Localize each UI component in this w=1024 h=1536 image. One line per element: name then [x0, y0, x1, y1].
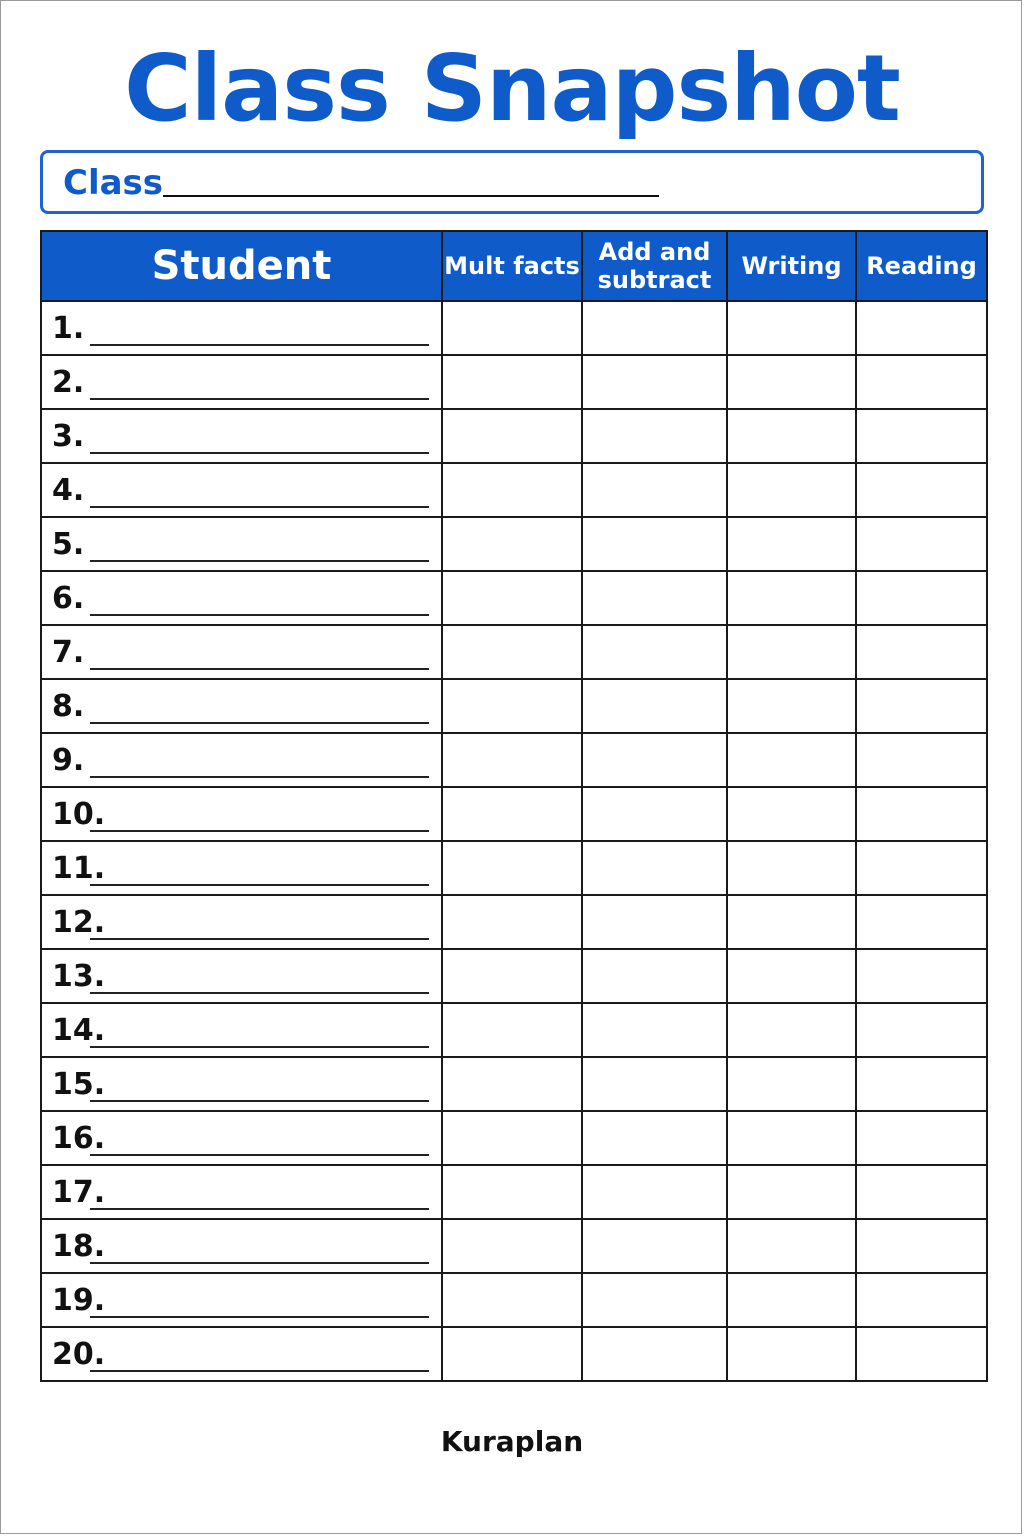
reading-cell[interactable]: [856, 355, 987, 409]
table-row: [41, 1111, 987, 1165]
table-row: [41, 1327, 987, 1381]
table-row: [41, 1057, 987, 1111]
writing-cell[interactable]: [727, 1111, 856, 1165]
snapshot-table: [40, 230, 988, 1382]
table-body: [41, 301, 987, 1381]
add-subtract-cell[interactable]: [582, 895, 727, 949]
student-cell[interactable]: [41, 895, 442, 949]
add-subtract-cell[interactable]: [582, 841, 727, 895]
reading-cell[interactable]: [856, 679, 987, 733]
mult-facts-cell[interactable]: [442, 1111, 582, 1165]
row-number: 1.: [52, 311, 85, 346]
table-row: [41, 1273, 987, 1327]
writing-cell[interactable]: [727, 787, 856, 841]
class-label: Class: [63, 163, 164, 203]
student-name-line[interactable]: [90, 884, 429, 886]
row-number: 13.: [52, 959, 106, 994]
class-input-line[interactable]: [163, 195, 659, 197]
add-subtract-cell[interactable]: [582, 463, 727, 517]
writing-cell[interactable]: [727, 463, 856, 517]
row-number: 5.: [52, 527, 85, 562]
student-name-line[interactable]: [90, 1100, 429, 1102]
student-cell[interactable]: [41, 841, 442, 895]
add-subtract-cell[interactable]: [582, 733, 727, 787]
student-name-line[interactable]: [90, 614, 429, 616]
student-name-line[interactable]: [90, 722, 429, 724]
header-add-subtract-line1: Add and: [598, 238, 711, 266]
row-number: 8.: [52, 689, 85, 724]
writing-cell[interactable]: [727, 517, 856, 571]
student-name-line[interactable]: [90, 398, 429, 400]
reading-cell[interactable]: [856, 733, 987, 787]
student-cell[interactable]: [41, 949, 442, 1003]
student-name-line[interactable]: [90, 1262, 429, 1264]
writing-cell[interactable]: [727, 1273, 856, 1327]
student-cell[interactable]: [41, 625, 442, 679]
table-row: [41, 1003, 987, 1057]
reading-cell[interactable]: [856, 625, 987, 679]
add-subtract-cell[interactable]: [582, 949, 727, 1003]
add-subtract-cell[interactable]: [582, 1111, 727, 1165]
student-cell[interactable]: [41, 1165, 442, 1219]
student-cell[interactable]: [41, 679, 442, 733]
mult-facts-cell[interactable]: [442, 409, 582, 463]
header-writing: Writing: [727, 231, 856, 301]
writing-cell[interactable]: [727, 733, 856, 787]
writing-cell[interactable]: [727, 841, 856, 895]
header-row: [41, 231, 987, 301]
table-row: [41, 625, 987, 679]
table-row: [41, 895, 987, 949]
student-name-line[interactable]: [90, 668, 429, 670]
reading-cell[interactable]: [856, 895, 987, 949]
table-row: [41, 949, 987, 1003]
writing-cell[interactable]: [727, 571, 856, 625]
reading-cell[interactable]: [856, 301, 987, 355]
mult-facts-cell[interactable]: [442, 1219, 582, 1273]
mult-facts-cell[interactable]: [442, 949, 582, 1003]
student-cell[interactable]: [41, 1219, 442, 1273]
reading-cell[interactable]: [856, 1219, 987, 1273]
mult-facts-cell[interactable]: [442, 841, 582, 895]
reading-cell[interactable]: [856, 571, 987, 625]
table-row: [41, 1219, 987, 1273]
add-subtract-cell[interactable]: [582, 787, 727, 841]
mult-facts-cell[interactable]: [442, 1003, 582, 1057]
student-cell[interactable]: [41, 1327, 442, 1381]
reading-cell[interactable]: [856, 463, 987, 517]
row-number: 20.: [52, 1337, 106, 1372]
row-number: 14.: [52, 1013, 106, 1048]
add-subtract-cell[interactable]: [582, 679, 727, 733]
table-row: [41, 841, 987, 895]
table-row: [41, 409, 987, 463]
student-cell[interactable]: [41, 571, 442, 625]
student-cell[interactable]: [41, 733, 442, 787]
class-field-box: [40, 150, 984, 214]
add-subtract-cell[interactable]: [582, 1003, 727, 1057]
row-number: 15.: [52, 1067, 106, 1102]
student-name-line[interactable]: [90, 560, 429, 562]
mult-facts-cell[interactable]: [442, 517, 582, 571]
student-name-line[interactable]: [90, 938, 429, 940]
writing-cell[interactable]: [727, 355, 856, 409]
row-number: 9.: [52, 743, 85, 778]
mult-facts-cell[interactable]: [442, 733, 582, 787]
student-name-line[interactable]: [90, 830, 429, 832]
reading-cell[interactable]: [856, 1273, 987, 1327]
mult-facts-cell[interactable]: [442, 787, 582, 841]
mult-facts-cell[interactable]: [442, 1273, 582, 1327]
student-cell[interactable]: [41, 517, 442, 571]
mult-facts-cell[interactable]: [442, 301, 582, 355]
row-number: 2.: [52, 365, 85, 400]
writing-cell[interactable]: [727, 949, 856, 1003]
table-row: [41, 571, 987, 625]
mult-facts-cell[interactable]: [442, 679, 582, 733]
student-name-line[interactable]: [90, 1208, 429, 1210]
add-subtract-cell[interactable]: [582, 1273, 727, 1327]
writing-cell[interactable]: [727, 625, 856, 679]
table-row: [41, 517, 987, 571]
add-subtract-cell[interactable]: [582, 625, 727, 679]
student-cell[interactable]: [41, 1111, 442, 1165]
student-name-line[interactable]: [90, 776, 429, 778]
row-number: 18.: [52, 1229, 106, 1264]
mult-facts-cell[interactable]: [442, 1057, 582, 1111]
header-reading: Reading: [856, 231, 987, 301]
add-subtract-cell[interactable]: [582, 409, 727, 463]
mult-facts-cell[interactable]: [442, 463, 582, 517]
student-name-line[interactable]: [90, 1370, 429, 1372]
writing-cell[interactable]: [727, 895, 856, 949]
student-name-line[interactable]: [90, 1046, 429, 1048]
mult-facts-cell[interactable]: [442, 1327, 582, 1381]
writing-cell[interactable]: [727, 1327, 856, 1381]
reading-cell[interactable]: [856, 841, 987, 895]
add-subtract-cell[interactable]: [582, 1057, 727, 1111]
row-number: 12.: [52, 905, 106, 940]
writing-cell[interactable]: [727, 409, 856, 463]
row-number: 4.: [52, 473, 85, 508]
add-subtract-cell[interactable]: [582, 1165, 727, 1219]
header-student: Student: [41, 231, 442, 301]
student-cell[interactable]: [41, 463, 442, 517]
row-number: 3.: [52, 419, 85, 454]
student-cell[interactable]: [41, 787, 442, 841]
mult-facts-cell[interactable]: [442, 571, 582, 625]
add-subtract-cell[interactable]: [582, 1219, 727, 1273]
add-subtract-cell[interactable]: [582, 1327, 727, 1381]
add-subtract-cell[interactable]: [582, 301, 727, 355]
reading-cell[interactable]: [856, 949, 987, 1003]
reading-cell[interactable]: [856, 1327, 987, 1381]
footer-brand: Kuraplan: [440, 1425, 584, 1458]
student-name-line[interactable]: [90, 506, 429, 508]
reading-cell[interactable]: [856, 787, 987, 841]
student-name-line[interactable]: [90, 344, 429, 346]
header-add-subtract: [582, 231, 727, 301]
student-name-line[interactable]: [90, 1316, 429, 1318]
row-number: 11.: [52, 851, 106, 886]
student-name-line[interactable]: [90, 452, 429, 454]
writing-cell[interactable]: [727, 1003, 856, 1057]
mult-facts-cell[interactable]: [442, 625, 582, 679]
writing-cell[interactable]: [727, 1219, 856, 1273]
table-row: [41, 787, 987, 841]
mult-facts-cell[interactable]: [442, 1165, 582, 1219]
student-name-line[interactable]: [90, 1154, 429, 1156]
student-name-line[interactable]: [90, 992, 429, 994]
writing-cell[interactable]: [727, 1165, 856, 1219]
row-number: 16.: [52, 1121, 106, 1156]
reading-cell[interactable]: [856, 1003, 987, 1057]
add-subtract-cell[interactable]: [582, 355, 727, 409]
student-cell[interactable]: [41, 1273, 442, 1327]
table-row: [41, 1165, 987, 1219]
student-cell[interactable]: [41, 409, 442, 463]
add-subtract-cell[interactable]: [582, 571, 727, 625]
page-title: Class Snapshot: [124, 35, 900, 142]
student-cell[interactable]: [41, 1057, 442, 1111]
mult-facts-cell[interactable]: [442, 355, 582, 409]
row-number: 10.: [52, 797, 106, 832]
reading-cell[interactable]: [856, 1165, 987, 1219]
student-cell[interactable]: [41, 301, 442, 355]
writing-cell[interactable]: [727, 679, 856, 733]
add-subtract-cell[interactable]: [582, 517, 727, 571]
table-row: [41, 355, 987, 409]
mult-facts-cell[interactable]: [442, 895, 582, 949]
row-number: 19.: [52, 1283, 106, 1318]
header-mult-facts: Mult facts: [442, 231, 582, 301]
table-row: [41, 301, 987, 355]
header-add-subtract-line2: subtract: [597, 266, 712, 294]
reading-cell[interactable]: [856, 1057, 987, 1111]
row-number: 6.: [52, 581, 85, 616]
table-row: [41, 733, 987, 787]
reading-cell[interactable]: [856, 409, 987, 463]
writing-cell[interactable]: [727, 301, 856, 355]
reading-cell[interactable]: [856, 517, 987, 571]
row-number: 7.: [52, 635, 85, 670]
reading-cell[interactable]: [856, 1111, 987, 1165]
student-cell[interactable]: [41, 1003, 442, 1057]
table-row: [41, 679, 987, 733]
student-cell[interactable]: [41, 355, 442, 409]
table-row: [41, 463, 987, 517]
row-number: 17.: [52, 1175, 106, 1210]
writing-cell[interactable]: [727, 1057, 856, 1111]
